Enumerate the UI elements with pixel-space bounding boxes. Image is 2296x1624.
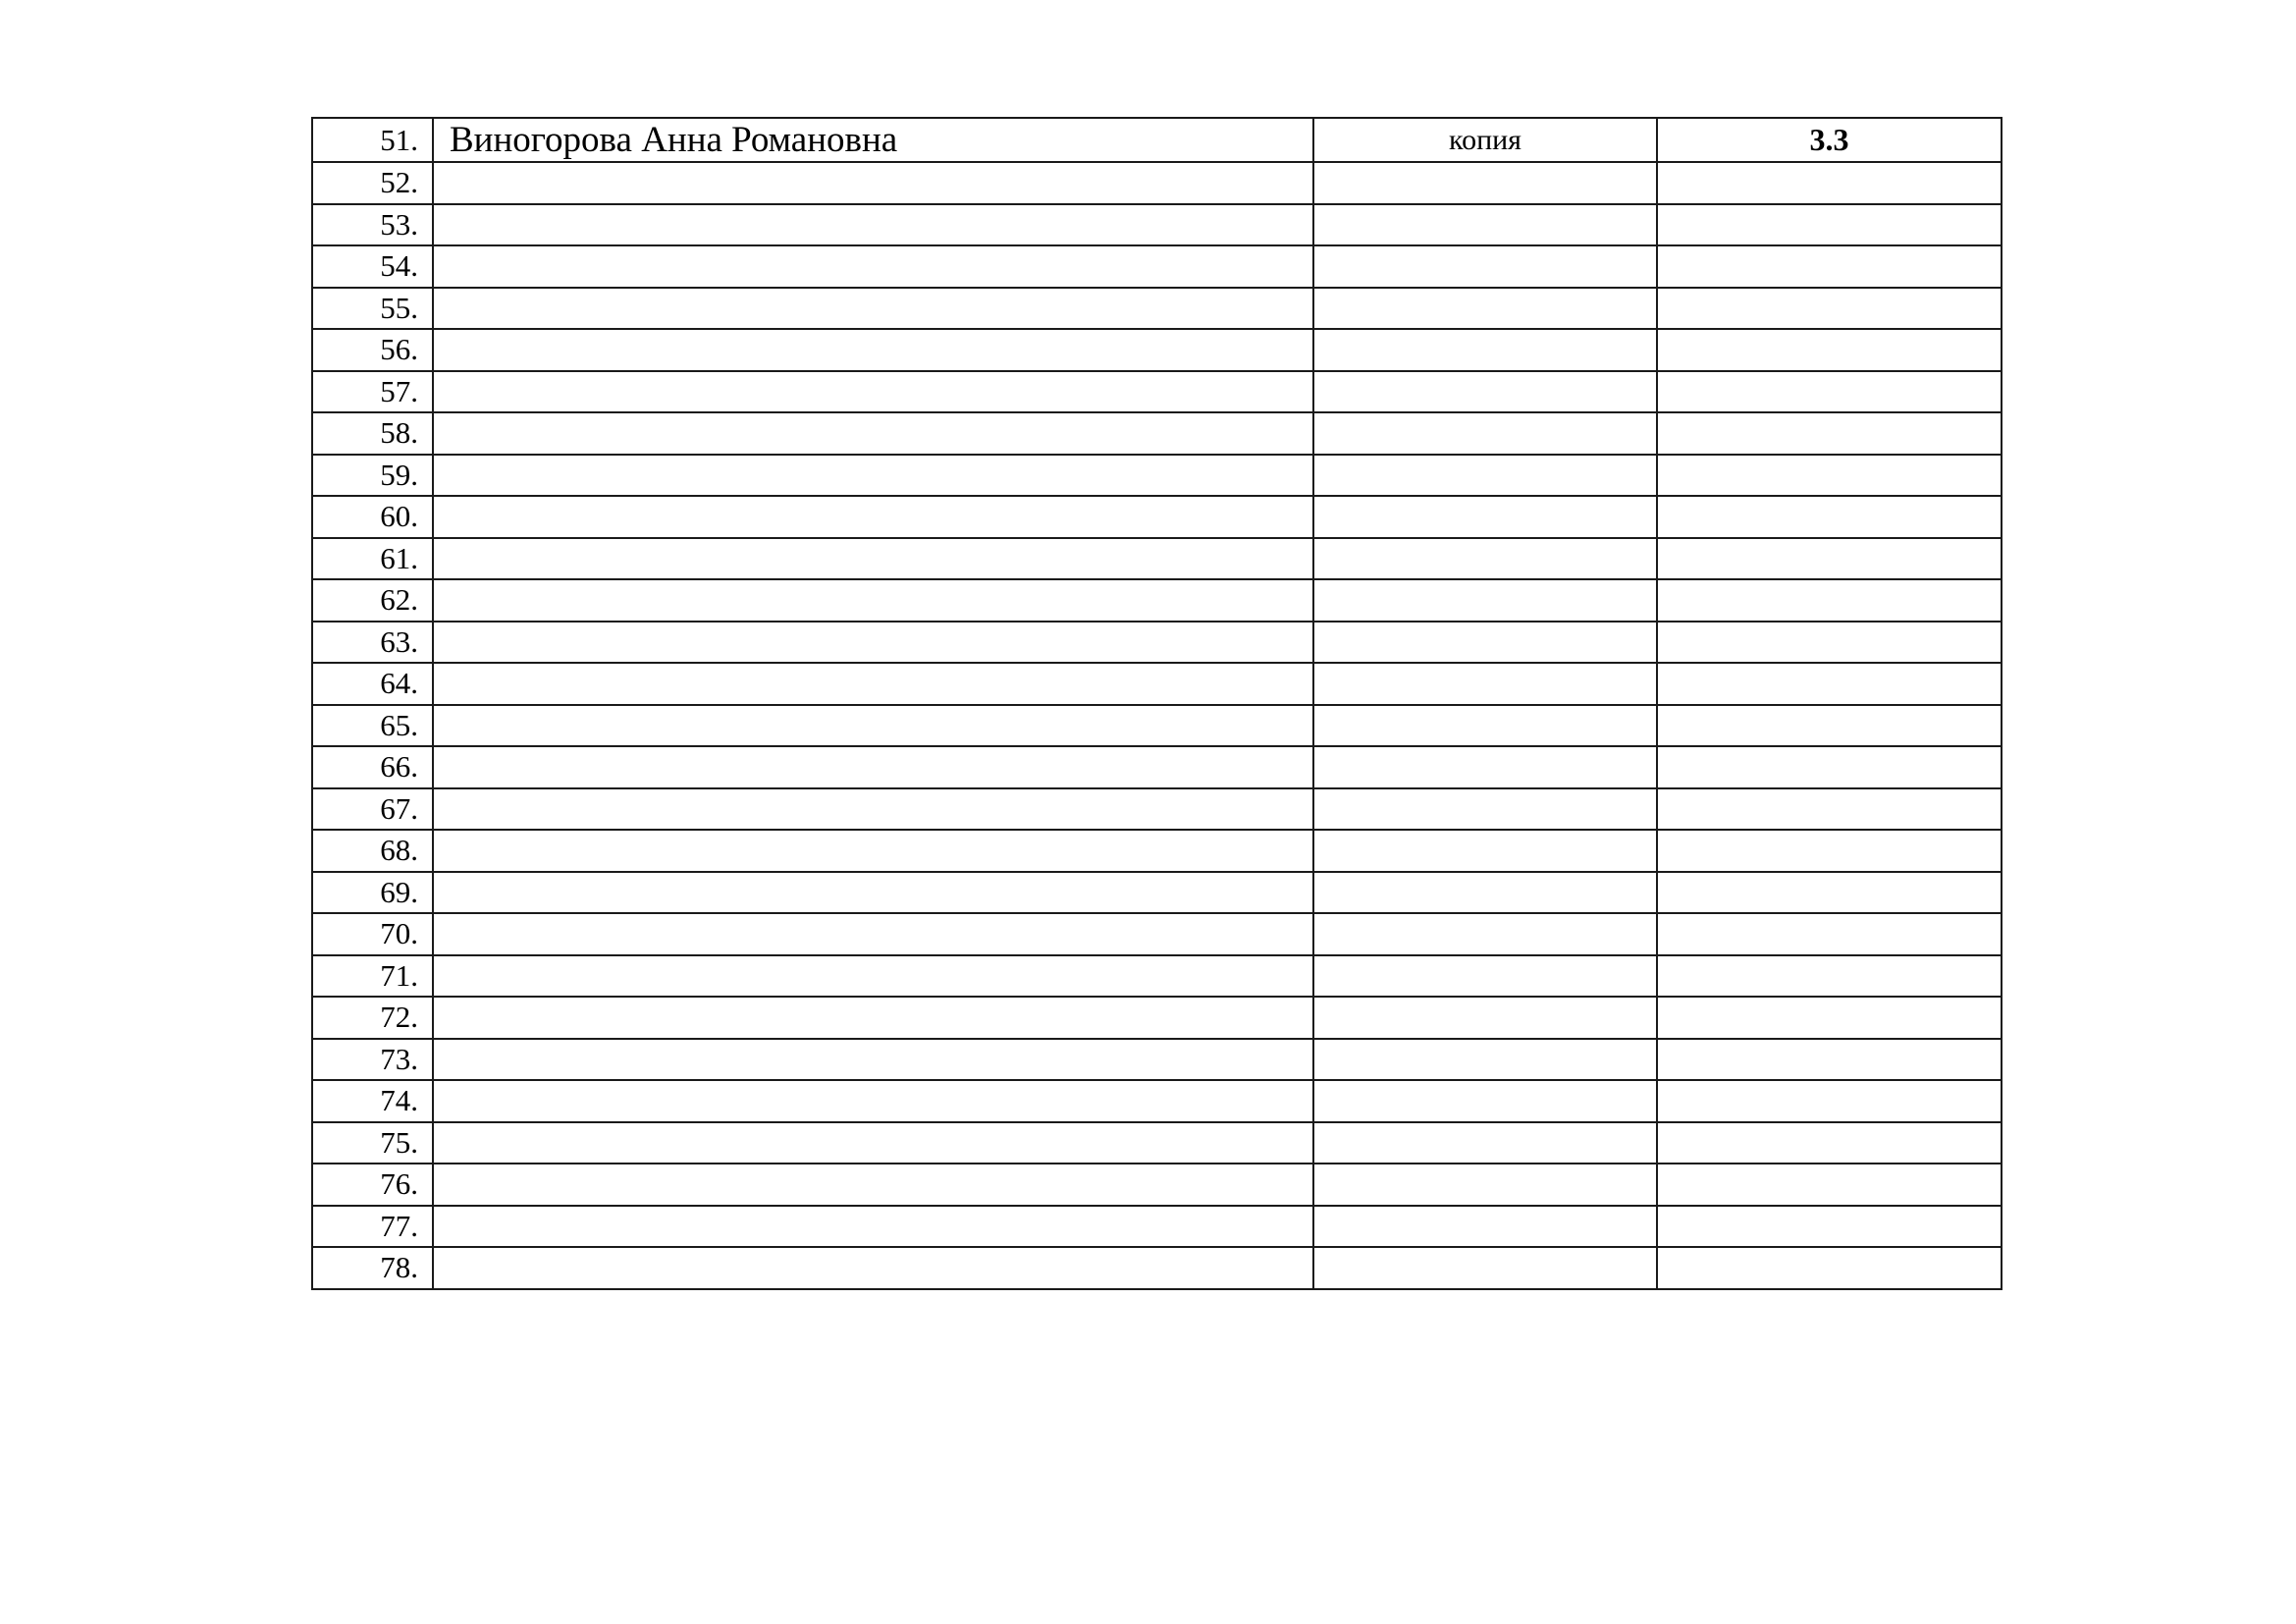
table-row [312,1247,2002,1289]
document-type-cell [1313,913,1657,955]
full-name-cell [433,788,1313,831]
table-row [312,955,2002,998]
table-row [312,705,2002,747]
full-name-cell [433,830,1313,872]
full-name-cell [433,1122,1313,1164]
table-row [312,1122,2002,1164]
table-row [312,245,2002,288]
document-type-cell [1313,496,1657,538]
document-type-cell [1313,162,1657,204]
document-type-cell [1313,1080,1657,1122]
table-row [312,496,2002,538]
full-name-cell [433,1080,1313,1122]
score-cell [1657,663,2002,705]
document-type-cell: копия [1313,118,1657,162]
full-name-cell [433,579,1313,622]
score-cell [1657,371,2002,413]
table-row [312,622,2002,664]
row-number-cell: 74. [312,1080,433,1122]
score-cell [1657,1080,2002,1122]
score-cell [1657,579,2002,622]
roster-table [311,117,2002,1290]
table-row [312,118,2002,162]
document-type-cell [1313,538,1657,580]
row-number-cell: 63. [312,622,433,664]
table-row [312,288,2002,330]
row-number-cell: 55. [312,288,433,330]
table-row [312,746,2002,788]
score-cell [1657,1206,2002,1248]
table-row [312,579,2002,622]
row-number-cell: 68. [312,830,433,872]
document-type-cell [1313,329,1657,371]
score-cell [1657,955,2002,998]
table-row [312,872,2002,914]
row-number-cell: 76. [312,1164,433,1206]
row-number-cell: 61. [312,538,433,580]
row-number-cell: 71. [312,955,433,998]
score-cell [1657,288,2002,330]
full-name-cell [433,538,1313,580]
table-row [312,329,2002,371]
score-cell [1657,705,2002,747]
full-name-cell [433,162,1313,204]
row-number-cell: 52. [312,162,433,204]
document-type-cell [1313,955,1657,998]
full-name-cell [433,288,1313,330]
score-cell [1657,830,2002,872]
table-row [312,1164,2002,1206]
score-cell [1657,538,2002,580]
table-row [312,663,2002,705]
document-type-cell [1313,579,1657,622]
score-cell [1657,496,2002,538]
table-row [312,412,2002,455]
score-cell [1657,1247,2002,1289]
row-number-cell: 62. [312,579,433,622]
full-name-cell [433,1164,1313,1206]
full-name-cell [433,1206,1313,1248]
row-number-cell: 57. [312,371,433,413]
table-row [312,997,2002,1039]
score-cell [1657,997,2002,1039]
table-row [312,1080,2002,1122]
document-type-cell [1313,622,1657,664]
table-row [312,830,2002,872]
document-type-cell [1313,872,1657,914]
row-number-cell: 70. [312,913,433,955]
document-type-cell [1313,204,1657,246]
table-row [312,162,2002,204]
score-cell [1657,329,2002,371]
document-page [311,117,2001,1290]
row-number-cell: 77. [312,1206,433,1248]
document-type-cell [1313,830,1657,872]
table-row [312,788,2002,831]
full-name-cell [433,1247,1313,1289]
table-row [312,455,2002,497]
full-name-cell [433,622,1313,664]
full-name-cell [433,245,1313,288]
row-number-cell: 54. [312,245,433,288]
row-number-cell: 53. [312,204,433,246]
row-number-cell: 64. [312,663,433,705]
table-row [312,371,2002,413]
table-row [312,913,2002,955]
score-cell [1657,245,2002,288]
row-number-cell: 69. [312,872,433,914]
row-number-cell: 67. [312,788,433,831]
row-number-cell: 66. [312,746,433,788]
document-type-cell [1313,1164,1657,1206]
full-name-cell [433,955,1313,998]
full-name-cell [433,329,1313,371]
document-type-cell [1313,1122,1657,1164]
full-name-cell [433,913,1313,955]
score-cell [1657,455,2002,497]
document-type-cell [1313,788,1657,831]
score-cell [1657,162,2002,204]
full-name-cell [433,496,1313,538]
table-row [312,1039,2002,1081]
row-number-cell: 58. [312,412,433,455]
document-type-cell [1313,746,1657,788]
document-type-cell [1313,1039,1657,1081]
document-type-cell [1313,288,1657,330]
row-number-cell: 59. [312,455,433,497]
table-row [312,204,2002,246]
roster-table-body [312,118,2002,1289]
row-number-cell: 78. [312,1247,433,1289]
row-number-cell: 51. [312,118,433,162]
row-number-cell: 72. [312,997,433,1039]
score-cell [1657,788,2002,831]
score-cell: 3.3 [1657,118,2002,162]
document-type-cell [1313,412,1657,455]
table-row [312,538,2002,580]
full-name-cell [433,1039,1313,1081]
score-cell [1657,1039,2002,1081]
full-name-cell [433,412,1313,455]
full-name-cell [433,455,1313,497]
row-number-cell: 65. [312,705,433,747]
full-name-cell [433,705,1313,747]
row-number-cell: 60. [312,496,433,538]
score-cell [1657,1164,2002,1206]
score-cell [1657,204,2002,246]
document-type-cell [1313,1247,1657,1289]
document-type-cell [1313,245,1657,288]
score-cell [1657,1122,2002,1164]
full-name-cell [433,872,1313,914]
document-type-cell [1313,455,1657,497]
full-name-cell [433,746,1313,788]
row-number-cell: 73. [312,1039,433,1081]
full-name-cell: Виногорова Анна Романовна [433,118,1313,162]
document-type-cell [1313,997,1657,1039]
document-type-cell [1313,1206,1657,1248]
table-row [312,1206,2002,1248]
full-name-cell [433,663,1313,705]
score-cell [1657,913,2002,955]
document-type-cell [1313,705,1657,747]
full-name-cell [433,204,1313,246]
score-cell [1657,622,2002,664]
row-number-cell: 75. [312,1122,433,1164]
row-number-cell: 56. [312,329,433,371]
score-cell [1657,746,2002,788]
full-name-cell [433,997,1313,1039]
full-name-cell [433,371,1313,413]
document-type-cell [1313,371,1657,413]
document-type-cell [1313,663,1657,705]
score-cell [1657,872,2002,914]
score-cell [1657,412,2002,455]
